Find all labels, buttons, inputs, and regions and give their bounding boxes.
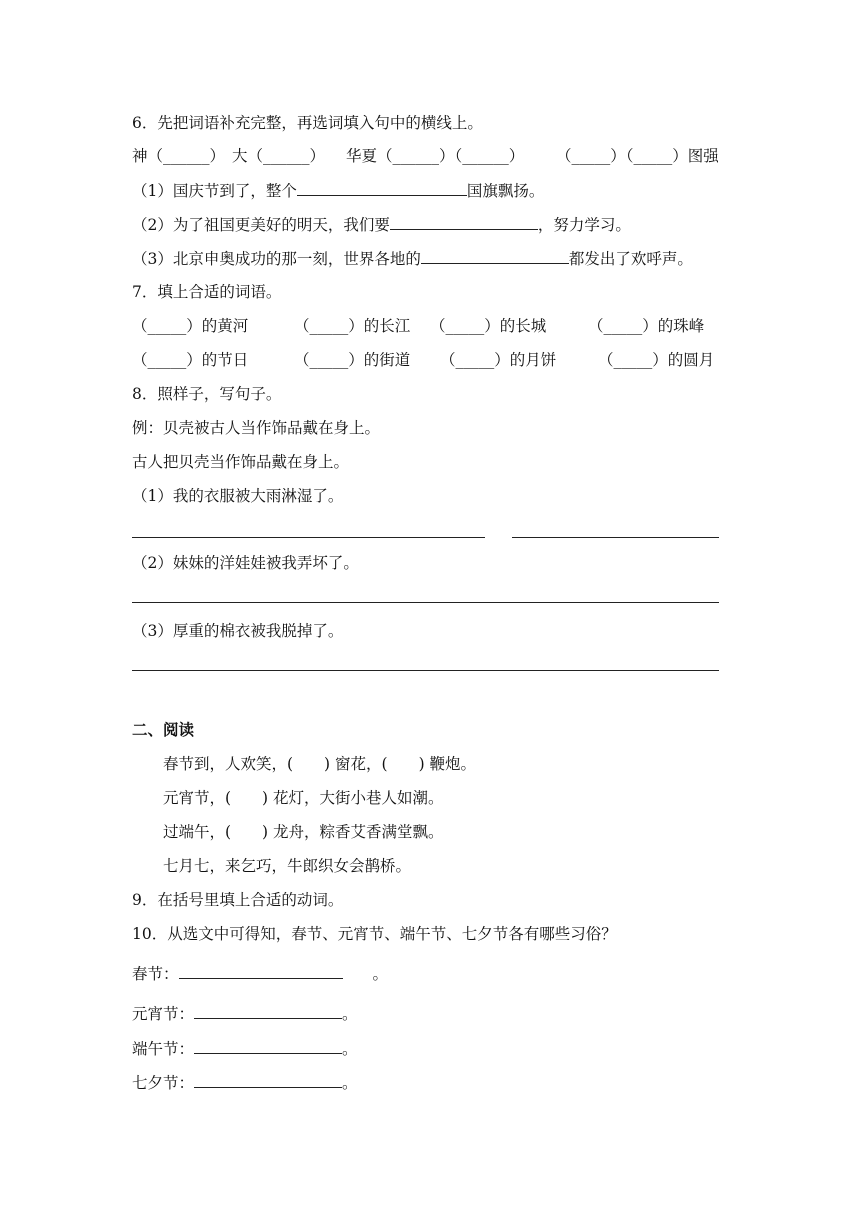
q10-spring-label: 春节： — [132, 965, 179, 983]
q10-lantern-answer-line[interactable] — [194, 1003, 342, 1019]
q7-item[interactable]: （_____）的节日 — [132, 351, 249, 369]
q6-term-3-blank[interactable]: （______）（______） — [377, 147, 525, 165]
q6-term-1-pre: 神 — [132, 147, 148, 165]
q8-title: 8．照样子，写句子。 — [132, 385, 282, 403]
q7-item[interactable]: （_____）的长江 — [294, 317, 411, 335]
q10-spring — [132, 963, 388, 984]
q6-s2-answer-line[interactable] — [390, 214, 538, 230]
q6-sentence-1 — [132, 180, 544, 201]
q10-spring-end: 。 — [372, 965, 389, 983]
q6-term-4-blank[interactable]: （_____）（_____） — [556, 147, 688, 165]
q10-title: 10．从选文中可得知，春节、元宵节、端午节、七夕节各有哪些习俗？ — [132, 925, 617, 943]
poem-line: 元宵节，( ) 花灯，大街小巷人如潮。 — [163, 789, 444, 807]
q6-term-3 — [346, 146, 524, 166]
q10-qixi-answer-line[interactable] — [194, 1072, 342, 1088]
q8-item-1: （1）我的衣服被大雨淋湿了。 — [132, 487, 344, 505]
q8-item-1-answer-line[interactable] — [132, 537, 485, 538]
poem-line: 过端午，( ) 龙舟，粽香艾香满堂飘。 — [163, 823, 444, 841]
q8-example: 例：贝壳被古人当作饰品戴在身上。 — [132, 419, 381, 437]
q6-sentence-2 — [132, 214, 631, 235]
q6-s3-answer-line[interactable] — [421, 248, 569, 264]
q6-sentence-3 — [132, 248, 693, 269]
q6-s1-suffix: 国旗飘扬。 — [466, 182, 545, 200]
poem-line: 春节到，人欢笑，( ) 窗花，( ) 鞭炮。 — [163, 755, 477, 773]
q8-item-2-answer-line[interactable] — [132, 602, 719, 603]
q6-s3-suffix: 都发出了欢呼声。 — [568, 250, 693, 268]
q10-lantern — [132, 1003, 358, 1024]
q10-qixi — [132, 1072, 358, 1093]
q7-item[interactable]: （_____）的珠峰 — [588, 317, 705, 335]
q10-lantern-label: 元宵节： — [132, 1005, 195, 1023]
q10-lantern-end: 。 — [342, 1005, 358, 1023]
q10-dragon-label: 端午节： — [132, 1040, 195, 1058]
q10-spring-answer-line[interactable] — [179, 963, 343, 979]
q6-s1-answer-line[interactable] — [297, 180, 467, 196]
q6-term-2 — [232, 146, 325, 166]
q6-term-4-post: 图强 — [687, 147, 719, 165]
q10-dragon-answer-line[interactable] — [194, 1038, 342, 1054]
q8-example-answer: 古人把贝壳当作饰品戴在身上。 — [132, 453, 350, 471]
q6-s3-prefix: （3）北京申奥成功的那一刻，世界各地的 — [132, 250, 421, 268]
q6-term-3-pre: 华夏 — [346, 147, 378, 165]
q7-item[interactable]: （_____）的圆月 — [598, 351, 715, 369]
q7-title: 7．填上合适的词语。 — [132, 283, 282, 301]
q7-item[interactable]: （_____）的街道 — [294, 351, 411, 369]
q9-title: 9．在括号里填上合适的动词。 — [132, 891, 344, 909]
q10-qixi-end: 。 — [342, 1074, 358, 1092]
q8-item-2: （2）妹妹的洋娃娃被我弄坏了。 — [132, 554, 359, 572]
q8-item-3-answer-line[interactable] — [132, 670, 719, 671]
q10-dragon-end: 。 — [342, 1040, 358, 1058]
section-heading: 二、阅读 — [132, 721, 195, 739]
q7-item[interactable]: （_____）的长城 — [430, 317, 547, 335]
q6-s2-prefix: （2）为了祖国更美好的明天，我们要 — [132, 216, 390, 234]
q6-term-1 — [132, 146, 225, 166]
q10-dragon — [132, 1038, 358, 1059]
q7-item[interactable]: （_____）的月饼 — [440, 351, 557, 369]
q6-title: 6．先把词语补充完整，再选词填入句中的横线上。 — [132, 114, 483, 132]
q8-item-1-answer-line[interactable] — [512, 537, 719, 538]
q8-item-3: （3）厚重的棉衣被我脱掉了。 — [132, 622, 344, 640]
q6-s1-prefix: （1）国庆节到了，整个 — [132, 182, 297, 200]
q10-qixi-label: 七夕节： — [132, 1074, 195, 1092]
q7-item[interactable]: （_____）的黄河 — [132, 317, 249, 335]
q6-term-4 — [556, 146, 719, 166]
q6-s2-suffix: ，努力学习。 — [537, 216, 631, 234]
poem-line: 七月七，来乞巧，牛郎织女会鹊桥。 — [163, 857, 412, 875]
q6-term-2-blank[interactable]: （______） — [247, 147, 326, 165]
q6-term-1-blank[interactable]: （______） — [147, 147, 226, 165]
q6-term-2-pre: 大 — [232, 147, 248, 165]
